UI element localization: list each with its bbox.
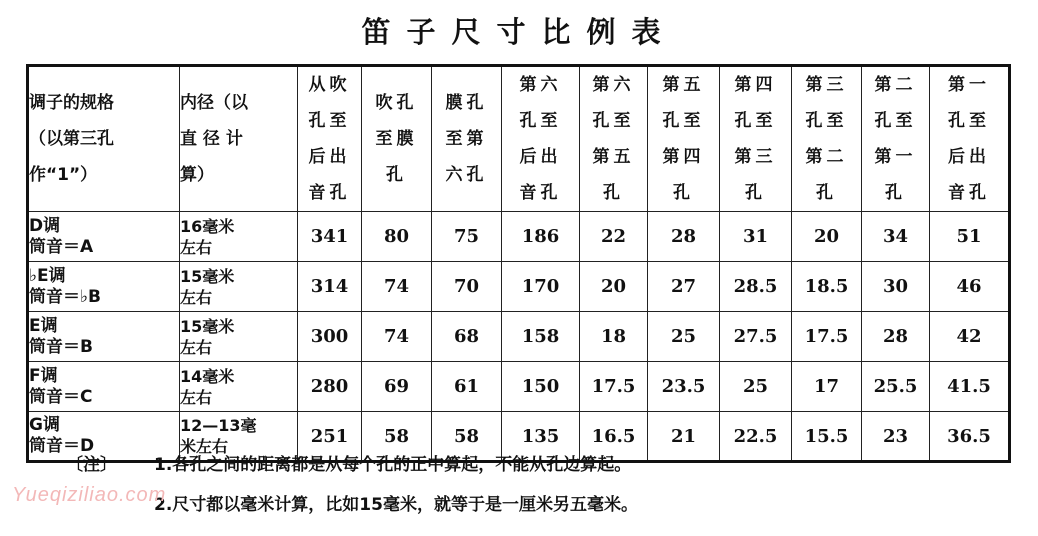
measurement-cell: 27.5 bbox=[720, 312, 792, 362]
measurement-cell: 22.5 bbox=[720, 412, 792, 462]
column-header-6 bbox=[502, 66, 580, 212]
measurement-cell: 18 bbox=[580, 312, 648, 362]
note-line-1: 1.各孔之间的距离都是从每个孔的正中算起，不能从孔边算起。 bbox=[154, 455, 632, 475]
key-spec-cell bbox=[28, 262, 180, 312]
key-spec-cell-line: F调 bbox=[29, 365, 58, 386]
measurement-cell: 46 bbox=[930, 262, 1010, 312]
measurement-cell: 314 bbox=[298, 262, 362, 312]
measurement-cell: 58 bbox=[432, 412, 502, 462]
header-text-line: 第四 bbox=[662, 147, 705, 167]
key-spec-cell-line: 筒音＝D bbox=[29, 436, 95, 456]
header-text-line: 第三 bbox=[734, 147, 777, 167]
header-text-line: 从吹 bbox=[308, 75, 351, 95]
measurement-cell: 21 bbox=[648, 412, 720, 462]
header-text-line: 音孔 bbox=[519, 183, 562, 203]
key-spec-cell-line: 筒音＝C bbox=[29, 386, 93, 407]
header-text-line: 后出 bbox=[519, 147, 562, 167]
header-text-line: 六孔 bbox=[445, 165, 488, 185]
measurement-cell: 58 bbox=[362, 412, 432, 462]
measurement-cell: 18.5 bbox=[792, 262, 862, 312]
column-header-10 bbox=[792, 66, 862, 212]
header-text-line: 孔 bbox=[603, 183, 624, 203]
measurement-cell: 75 bbox=[432, 212, 502, 262]
inner-diameter-cell bbox=[180, 262, 298, 312]
table-row bbox=[28, 362, 1010, 412]
key-spec-cell-line: 筒音＝B bbox=[29, 336, 93, 357]
header-text-line: 后出 bbox=[948, 147, 990, 167]
header-text-line: 后出 bbox=[308, 147, 351, 167]
measurement-cell: 170 bbox=[502, 262, 580, 312]
header-text-line: 第二 bbox=[805, 147, 848, 167]
measurement-cell: 28.5 bbox=[720, 262, 792, 312]
table-row bbox=[28, 212, 1010, 262]
key-spec-cell bbox=[28, 212, 180, 262]
inner-diameter-cell-line: 12—13毫 bbox=[180, 416, 257, 435]
page-title: 笛子尺寸比例表 bbox=[361, 15, 677, 49]
header-text-line: 第四 bbox=[734, 75, 777, 95]
measurement-cell: 17 bbox=[792, 362, 862, 412]
measurement-cell: 74 bbox=[362, 312, 432, 362]
header-text-line: 孔 bbox=[673, 183, 694, 203]
header-text-line: 第三 bbox=[805, 75, 848, 95]
header-text-line: 吹孔 bbox=[375, 93, 418, 113]
measurement-cell: 30 bbox=[862, 262, 930, 312]
inner-diameter-cell-line: 15毫米 bbox=[180, 316, 235, 336]
inner-diameter-cell-line: 左右 bbox=[180, 287, 213, 307]
measurement-cell: 68 bbox=[432, 312, 502, 362]
measurement-cell: 70 bbox=[432, 262, 502, 312]
measurement-cell: 135 bbox=[502, 412, 580, 462]
header-text-line: 孔至 bbox=[308, 111, 351, 131]
header-text-line: 第二 bbox=[874, 75, 917, 95]
header-text-line: 膜孔 bbox=[445, 93, 488, 113]
header-text-line: 调子的规格 bbox=[29, 93, 114, 113]
table-row bbox=[28, 312, 1010, 362]
measurement-cell: 158 bbox=[502, 312, 580, 362]
measurement-cell: 69 bbox=[362, 362, 432, 412]
header-text-line: 算） bbox=[180, 165, 214, 185]
measurement-cell: 28 bbox=[648, 212, 720, 262]
key-spec-cell-line: 筒音＝A bbox=[29, 236, 94, 257]
measurement-cell: 34 bbox=[862, 212, 930, 262]
header-text-line: 孔至 bbox=[805, 111, 848, 131]
header-text-line: 孔 bbox=[745, 183, 766, 203]
measurement-cell: 80 bbox=[362, 212, 432, 262]
measurement-cell: 17.5 bbox=[580, 362, 648, 412]
header-text-line: 直 径 计 bbox=[180, 129, 243, 149]
measurement-cell: 41.5 bbox=[930, 362, 1010, 412]
header-text-line: 音孔 bbox=[948, 183, 990, 203]
header-text-line: 第五 bbox=[662, 75, 705, 95]
header-text-line: 至膜 bbox=[375, 129, 418, 149]
measurement-cell: 36.5 bbox=[930, 412, 1010, 462]
measurement-cell: 16.5 bbox=[580, 412, 648, 462]
measurement-cell: 341 bbox=[298, 212, 362, 262]
column-header-2 bbox=[180, 66, 298, 212]
header-text-line: （以第三孔 bbox=[29, 129, 114, 149]
header-text-line: 第一 bbox=[874, 147, 917, 167]
header-text-line: 作“1”） bbox=[29, 165, 98, 185]
measurement-cell: 25.5 bbox=[862, 362, 930, 412]
measurement-cell: 25 bbox=[720, 362, 792, 412]
inner-diameter-cell bbox=[180, 312, 298, 362]
table-body bbox=[28, 212, 1010, 462]
measurement-cell: 23.5 bbox=[648, 362, 720, 412]
measurement-cell: 20 bbox=[580, 262, 648, 312]
key-spec-cell-line: ♭E调 bbox=[29, 265, 66, 286]
column-header-11 bbox=[862, 66, 930, 212]
header-text-line: 孔至 bbox=[592, 111, 635, 131]
key-spec-cell-line: 筒音＝♭B bbox=[29, 286, 101, 307]
measurement-cell: 74 bbox=[362, 262, 432, 312]
header-text-line: 音孔 bbox=[308, 183, 351, 203]
column-header-5 bbox=[432, 66, 502, 212]
header-text-line: 孔至 bbox=[734, 111, 777, 131]
header-text-line: 孔至 bbox=[874, 111, 917, 131]
key-spec-cell-line: D调 bbox=[29, 215, 61, 236]
key-spec-cell-line: G调 bbox=[29, 415, 60, 435]
inner-diameter-cell-line: 14毫米 bbox=[180, 366, 235, 386]
measurement-cell: 25 bbox=[648, 312, 720, 362]
measurement-cell: 42 bbox=[930, 312, 1010, 362]
table-row bbox=[28, 262, 1010, 312]
inner-diameter-cell bbox=[180, 362, 298, 412]
site-watermark: Yueqiziliao.com bbox=[12, 484, 167, 506]
inner-diameter-cell-line: 米左右 bbox=[180, 437, 229, 456]
header-text-line: 孔至 bbox=[519, 111, 562, 131]
header-text-line: 第一 bbox=[948, 75, 990, 95]
inner-diameter-cell-line: 15毫米 bbox=[180, 266, 235, 286]
measurement-cell: 23 bbox=[862, 412, 930, 462]
column-header-8 bbox=[648, 66, 720, 212]
measurement-cell: 280 bbox=[298, 362, 362, 412]
notes-label: 〔注〕 bbox=[66, 455, 117, 475]
key-spec-cell-line: E调 bbox=[29, 315, 58, 336]
table-header-row bbox=[28, 66, 1010, 212]
header-text-line: 孔至 bbox=[948, 111, 990, 131]
measurement-cell: 15.5 bbox=[792, 412, 862, 462]
inner-diameter-cell-line: 16毫米 bbox=[180, 216, 235, 236]
inner-diameter-cell-line: 左右 bbox=[180, 387, 213, 407]
flute-size-table bbox=[26, 64, 1011, 463]
inner-diameter-cell-line: 左右 bbox=[180, 337, 213, 357]
header-text-line: 第六 bbox=[592, 75, 635, 95]
measurement-cell: 22 bbox=[580, 212, 648, 262]
column-header-3 bbox=[298, 66, 362, 212]
measurement-cell: 186 bbox=[502, 212, 580, 262]
note-line-2: 2.尺寸都以毫米计算，比如15毫米，就等于是一厘米另五毫米。 bbox=[154, 495, 638, 515]
header-text-line: 孔 bbox=[885, 183, 906, 203]
header-text-line: 第五 bbox=[592, 147, 635, 167]
measurement-cell: 300 bbox=[298, 312, 362, 362]
column-header-4 bbox=[362, 66, 432, 212]
column-header-7 bbox=[580, 66, 648, 212]
measurement-cell: 20 bbox=[792, 212, 862, 262]
header-text-line: 内径（以 bbox=[180, 93, 248, 113]
column-header-12 bbox=[930, 66, 1010, 212]
measurement-cell: 28 bbox=[862, 312, 930, 362]
inner-diameter-cell bbox=[180, 212, 298, 262]
column-header-1 bbox=[28, 66, 180, 212]
header-text-line: 孔 bbox=[386, 165, 407, 185]
header-text-line: 第六 bbox=[519, 75, 562, 95]
header-text-line: 至第 bbox=[445, 129, 488, 149]
measurement-cell: 31 bbox=[720, 212, 792, 262]
column-header-9 bbox=[720, 66, 792, 212]
header-text-line: 孔至 bbox=[662, 111, 705, 131]
inner-diameter-cell-line: 左右 bbox=[180, 237, 213, 257]
header-text-line: 孔 bbox=[816, 183, 837, 203]
measurement-cell: 251 bbox=[298, 412, 362, 462]
key-spec-cell bbox=[28, 362, 180, 412]
measurement-cell: 61 bbox=[432, 362, 502, 412]
measurement-cell: 51 bbox=[930, 212, 1010, 262]
measurement-cell: 17.5 bbox=[792, 312, 862, 362]
key-spec-cell bbox=[28, 312, 180, 362]
measurement-cell: 150 bbox=[502, 362, 580, 412]
measurement-cell: 27 bbox=[648, 262, 720, 312]
